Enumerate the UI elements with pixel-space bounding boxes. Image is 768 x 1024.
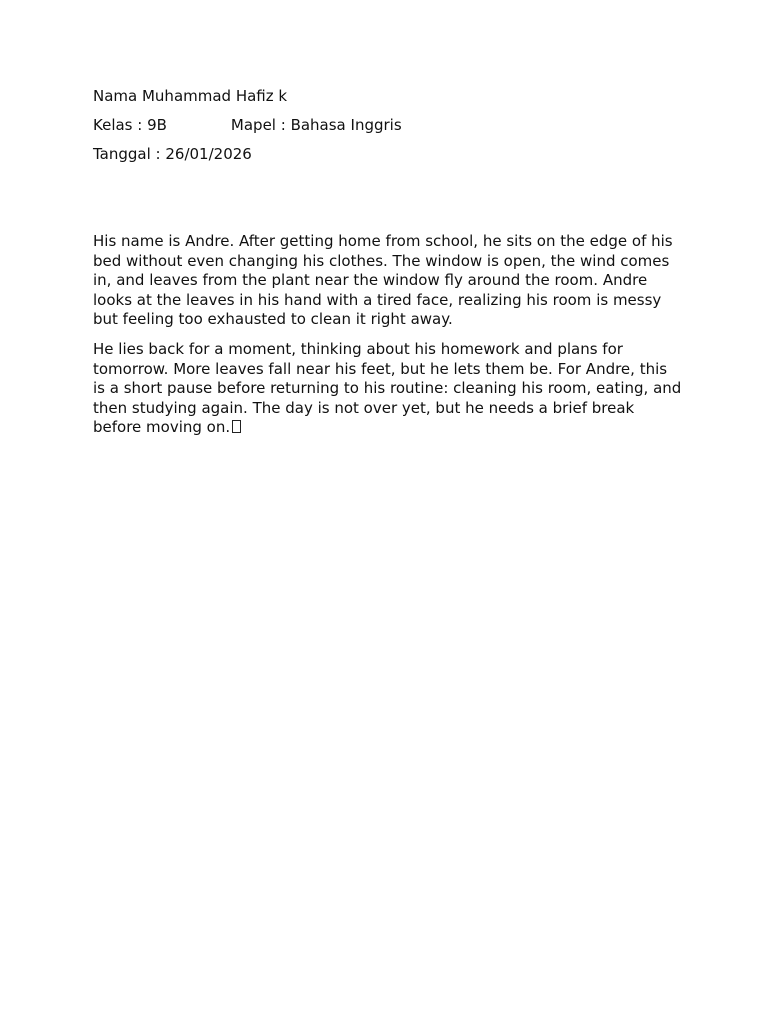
paragraph-1	[93, 232, 683, 330]
paragraph-2-text: He lies back for a moment, thinking about his homework and plans for tomorrow. More leaves fall near his feet, but he lets them be. For Andre, this is a short pause before returning to his routine: cleaning his room, eating, and then studying again. The day is not over yet, but he needs a brief break before moving on.	[93, 339, 682, 437]
student-name-line	[93, 86, 693, 106]
date-line	[93, 144, 693, 164]
class-label: Kelas : 9B	[93, 116, 167, 134]
paragraph-2	[93, 340, 683, 438]
subject-label: Mapel : Bahasa Inggris	[230, 116, 402, 134]
paragraph-1-text: His name is Andre. After getting home from school, he sits on the edge of his bed without even changing his clothes. The window is open, the wind comes in, and leaves from the plant near the window fly around the room. Andre looks at the leaves in his hand with a tired face, realizing his room is messy but feeling too exhausted to clean it right away.	[93, 232, 673, 329]
date-label: Tanggal : 26/01/2026	[93, 145, 252, 163]
missing-glyph-icon	[232, 420, 241, 433]
story-body	[93, 232, 683, 448]
class-subject-line	[93, 115, 693, 135]
student-header	[93, 86, 693, 173]
student-name: Nama Muhammad Hafiz k	[93, 87, 288, 105]
